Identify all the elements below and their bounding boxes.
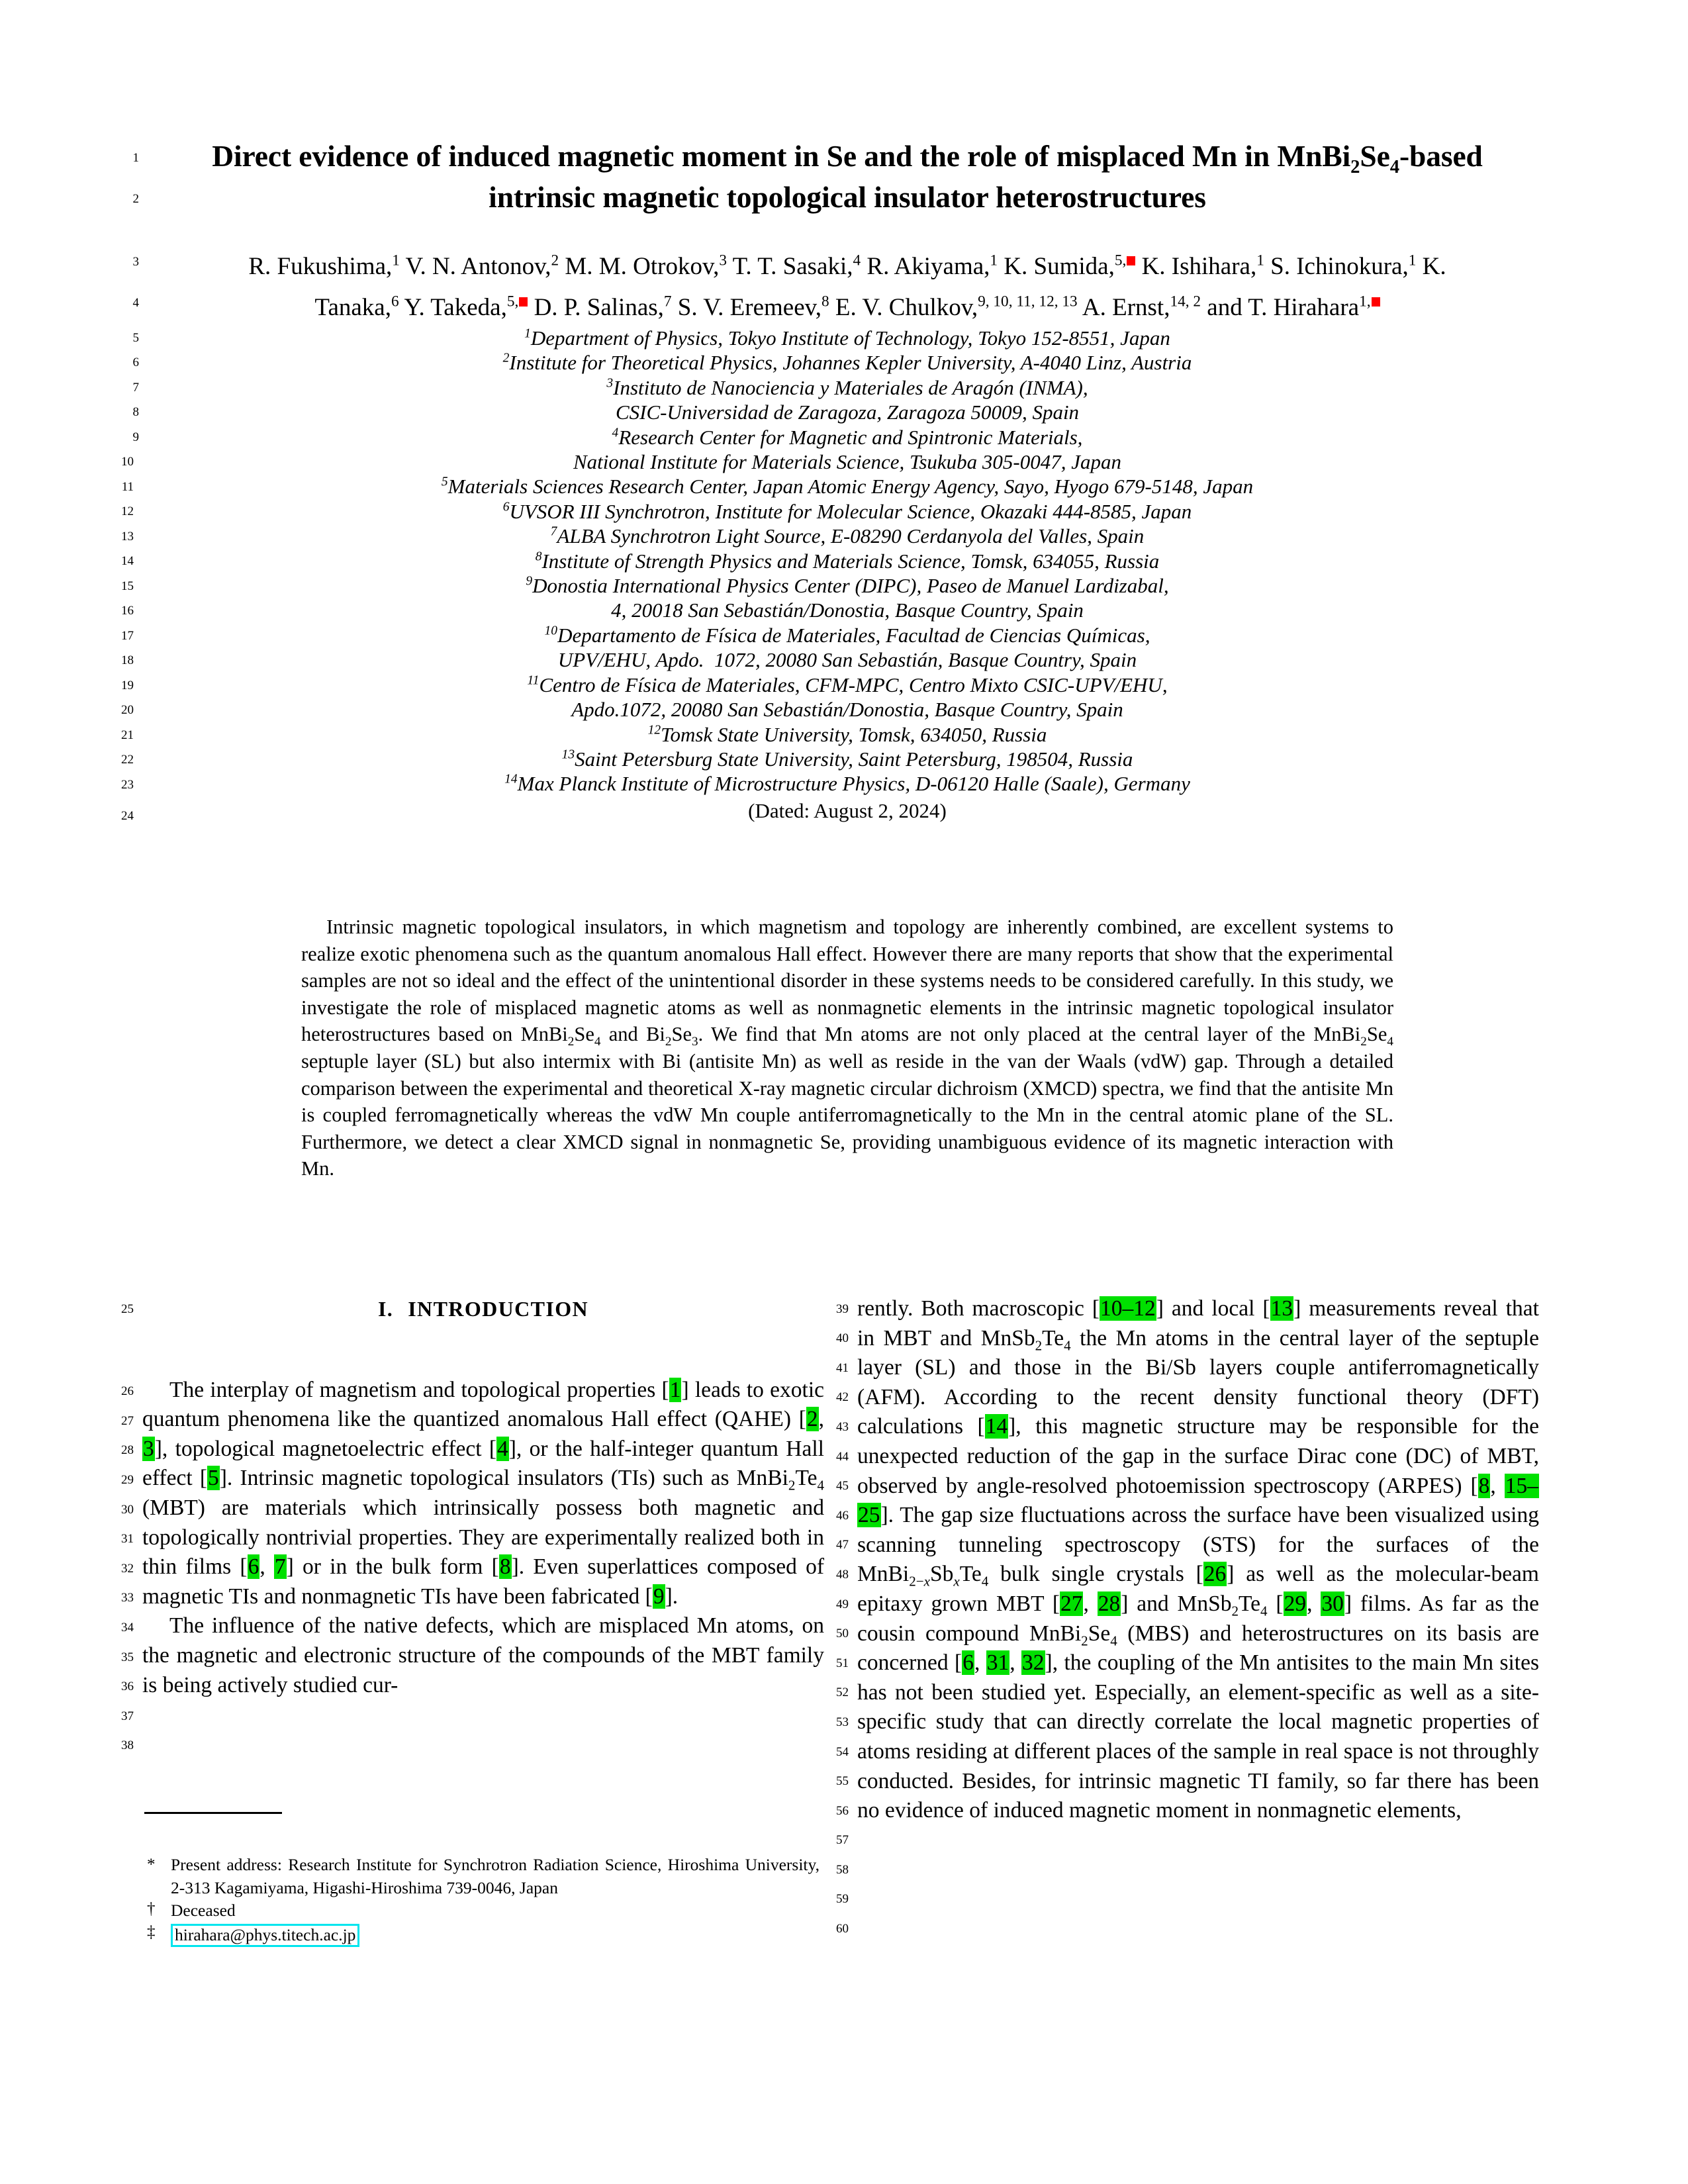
line-number: 30 <box>121 1503 134 1517</box>
author-list <box>142 246 1552 328</box>
line-number: 39 <box>836 1302 849 1316</box>
section-title: INTRODUCTION <box>408 1297 589 1321</box>
line-number: 22 <box>121 753 134 767</box>
citation-28[interactable]: 28 <box>1098 1591 1121 1616</box>
line-number: 12 <box>121 504 134 518</box>
footnote-deceased-text: Deceased <box>171 1901 236 1920</box>
citation-27[interactable]: 27 <box>1060 1591 1083 1616</box>
line-number: 55 <box>836 1774 849 1788</box>
abstract-text: Intrinsic magnetic topological insulators, in which magnetism and topology are inherently combined, are excellent systems to realize exotic phenomena such as the quantum anomalous Hall effect. However there are many reports that show that the experimental samples are not so ideal and the effect of the unintentional disorder in these systems needs to be considered carefully. In this study, we investigate the role of misplaced magnetic atoms as well as nonmagnetic elements in the intrinsic magnetic topological insulator heterostructures based on $MnBi_2Se_4$ and $Bi_2Se_3$. We find that Mn atoms are not only placed at the central layer of the $MnBi_2Se_4$ septuple layer (SL) but also intermix with Bi (antisite Mn) as well as reside in the van der Waals (vdW) gap. Through a detailed comparison between the experimental and theoretical X-ray magnetic circular dichroism (XMCD) spectra, we find that the antisite Mn is coupled ferromagnetically whereas the vdW Mn couple antiferromagnetically to the Mn in the central atomic plane of the SL. Furthermore, we detect a clear XMCD signal in nonmagnetic Se, providing unambiguous evidence of its magnetic interaction with Mn. <box>301 916 1393 1180</box>
abstract <box>301 914 1393 1182</box>
citation-9[interactable]: 9 <box>653 1584 665 1609</box>
citation-13[interactable]: 13 <box>1270 1296 1293 1321</box>
line-number: 15 <box>121 579 134 593</box>
line-number: 59 <box>836 1892 849 1906</box>
line-number: 35 <box>121 1650 134 1664</box>
line-number: 58 <box>836 1863 849 1877</box>
line-number: 37 <box>121 1709 134 1723</box>
citation-8b[interactable]: 8 <box>1478 1473 1490 1498</box>
line-number: 45 <box>836 1479 849 1493</box>
title-line-2: intrinsic magnetic topological insulator heterostructures <box>489 180 1206 214</box>
footnote-separator-rule <box>144 1812 282 1814</box>
line-number: 38 <box>121 1738 134 1752</box>
affiliation-11b: Apdo.1072, 20080 San Sebastián/Donostia, Basque Country, Spain <box>571 698 1123 722</box>
author-line-2: Tanaka,$^6$ Y. Takeda,$^{5,}$ D. P. Salinas,$^7$ S. V. Eremeev,$^8$ E. V. Chulkov,$^{9, 10, 11, 12, 13}$ A. Ernst,$^{14, 2}$ and T. Hirahara$^{1,}$ <box>142 287 1552 328</box>
citation-14[interactable]: 14 <box>985 1414 1008 1439</box>
line-number: 9 <box>132 430 139 444</box>
line-number: 11 <box>121 480 134 494</box>
affiliation-4b: National Institute for Materials Science, Tsukuba 305-0047, Japan <box>573 450 1122 474</box>
citation-1[interactable]: 1 <box>669 1377 681 1402</box>
citation-7[interactable]: 7 <box>274 1554 286 1580</box>
affiliation-2: $^2$Institute for Theoretical Physics, Johannes Kepler University, A-4040 Linz, Austria <box>502 351 1192 375</box>
citation-30[interactable]: 30 <box>1321 1591 1344 1616</box>
line-number: 34 <box>121 1621 134 1635</box>
paragraph-intro-2: The influence of the native defects, which are misplaced Mn atoms, on the magnetic and electronic structure of the compounds of the MBT family is being actively studied cur- <box>142 1613 824 1697</box>
line-number: 20 <box>121 703 134 717</box>
line-number: 56 <box>836 1804 849 1818</box>
affiliation-11: $^{11}$Centro de Física de Materiales, CFM-MPC, Centro Mixto CSIC-UPV/EHU, <box>527 673 1168 696</box>
author-footnote-mark-dagger[interactable] <box>519 297 528 307</box>
line-number: 40 <box>836 1331 849 1345</box>
affiliation-10: $^{10}$Departamento de Física de Materiales, Facultad de Ciencias Químicas, <box>544 623 1150 647</box>
affiliation-9b: 4, 20018 San Sebastián/Donostia, Basque Country, Spain <box>611 598 1084 622</box>
line-number: 32 <box>121 1562 134 1576</box>
line-number: 13 <box>121 530 134 544</box>
affiliation-1: $^1$Department of Physics, Tokyo Institute of Technology, Tokyo 152-8551, Japan <box>524 326 1170 350</box>
footnote-list <box>144 1854 820 1947</box>
line-number: 21 <box>121 728 134 742</box>
line-number: 4 <box>132 296 139 310</box>
citation-8[interactable]: 8 <box>499 1554 511 1580</box>
line-number: 49 <box>836 1597 849 1611</box>
line-number: 44 <box>836 1450 849 1464</box>
line-number: 1 <box>132 151 139 165</box>
citation-2[interactable]: 2 <box>806 1407 818 1432</box>
line-number: 28 <box>121 1443 134 1457</box>
body-column-right <box>857 1294 1539 1826</box>
line-number: 18 <box>121 653 134 667</box>
citation-32[interactable]: 32 <box>1022 1650 1045 1676</box>
citation-3[interactable]: 3 <box>143 1436 154 1461</box>
corresponding-email-link[interactable]: hirahara@phys.titech.ac.jp <box>171 1924 359 1947</box>
affiliation-10b: UPV/EHU, Apdo. 1072, 20080 San Sebastián, Basque Country, Spain <box>557 648 1137 672</box>
affiliation-14: $^{14}$Max Planck Institute of Microstructure Physics, D-06120 Halle (Saale), Germany <box>504 772 1190 796</box>
affiliation-8: $^8$Institute of Strength Physics and Materials Science, Tomsk, 634055, Russia <box>535 549 1160 573</box>
citation-5[interactable]: 5 <box>208 1466 219 1491</box>
footnote-present-address-text: Present address: Research Institute for Synchrotron Radiation Science, Hiroshima University, 2-313 Kagamiyama, Higashi-Hiroshima 739-0046, Japan <box>171 1855 820 1897</box>
section-heading-introduction <box>142 1294 824 1324</box>
citation-6b[interactable]: 6 <box>962 1650 974 1676</box>
line-number: 48 <box>836 1568 849 1582</box>
citation-31[interactable]: 31 <box>986 1650 1009 1676</box>
citation-6[interactable]: 6 <box>248 1554 259 1580</box>
citation-10-12[interactable]: 10–12 <box>1100 1296 1156 1321</box>
line-number: 5 <box>132 331 139 345</box>
line-number: 53 <box>836 1715 849 1729</box>
line-number: 14 <box>121 554 134 568</box>
body-column-left <box>142 1294 824 1700</box>
citation-29[interactable]: 29 <box>1284 1591 1307 1616</box>
line-number: 57 <box>836 1833 849 1847</box>
line-number: 10 <box>121 455 134 469</box>
line-number: 19 <box>121 679 134 692</box>
footnote-symbol-asterisk: * <box>147 1856 156 1874</box>
line-number: 41 <box>836 1361 849 1375</box>
line-number: 2 <box>132 192 139 206</box>
citation-15-25[interactable]: 15–25 <box>858 1473 1538 1528</box>
affiliation-4: $^4$Research Center for Magnetic and Spintronic Materials, <box>612 425 1083 449</box>
author-line-1: R. Fukushima,$^1$ V. N. Antonov,$^2$ M. M. Otrokov,$^3$ T. T. Sasaki,$^4$ R. Akiyama,$^1$ K. Sumida,$^{5,}$ K. Ishihara,$^1$ S. Ichinokura,$^1$ K. <box>248 252 1446 280</box>
citation-4[interactable]: 4 <box>497 1436 508 1461</box>
page-title <box>149 136 1546 218</box>
section-number: I. <box>377 1297 394 1321</box>
line-number: 26 <box>121 1384 134 1398</box>
footnote-symbol-dagger: † <box>147 1900 156 1918</box>
paragraph-intro-3: rently. Both macroscopic [10–12] and local [13] measurements reveal that in MBT and $MnSb_2Te_4$ the Mn atoms in the central layer of the septuple layer (SL) and those in the Bi/Sb layers couple antiferromagnetically (AFM). According to the recent density functional theory (DFT) calculations [14], this magnetic structure may be responsible for the unexpected reduction of the gap in the surface Dirac cone (DC) of MBT, observed by angle-resolved photoemission spectroscopy (ARPES) [8, 15–25]. The gap size fluctuations across the surface have been visualized using scanning tunneling spectroscopy (STS) for the surfaces of the $MnBi_{2-x}Sb_xTe_4$ bulk single crystals [26] as well as the molecular-beam epitaxy grown MBT [27, 28] and $MnSb_2Te_4$ [29, 30] films. As far as the cousin compound $MnBi_2Se_4$ (MBS) and heterostructures on its basis are concerned [6, 31, 32], the coupling of the Mn antisites to the main Mn sites has not been studied yet. Especially, an element-specific as well as a site-specific study that can directly correlate the local magnetic properties of atoms residing at different places of the sample in real space is not throughly conducted. Besides, for intrinsic magnetic TI family, so far there has been no evidence of induced magnetic moment in nonmagnetic elements, <box>857 1296 1540 1823</box>
citation-26[interactable]: 26 <box>1203 1562 1227 1587</box>
line-number: 33 <box>121 1591 134 1605</box>
line-number: 52 <box>836 1685 849 1699</box>
line-number: 29 <box>121 1473 134 1487</box>
footnote-email <box>144 1923 820 1947</box>
line-number: 60 <box>836 1922 849 1936</box>
line-number: 54 <box>836 1745 849 1759</box>
line-number: 16 <box>121 604 134 618</box>
line-number: 17 <box>121 629 134 643</box>
affiliation-7: $^7$ALBA Synchrotron Light Source, E-08290 Cerdanyola del Valles, Spain <box>550 524 1145 548</box>
affiliation-9: $^9$Donostia International Physics Center (DIPC), Paseo de Manuel Lardizabal, <box>526 574 1169 598</box>
line-number: 42 <box>836 1390 849 1404</box>
footnote-present-address <box>144 1854 820 1899</box>
line-number: 43 <box>836 1420 849 1434</box>
footnote-deceased <box>144 1899 820 1923</box>
line-number: 47 <box>836 1538 849 1552</box>
line-number: 46 <box>836 1509 849 1523</box>
author-footnote-mark-asterisk[interactable] <box>1127 256 1135 265</box>
line-number: 8 <box>132 405 139 419</box>
author-footnote-mark-ddagger[interactable] <box>1372 297 1380 307</box>
paragraph-intro-1: The interplay of magnetism and topological properties [1] leads to exotic quantum phenomena like the quantized anomalous Hall effect (QAHE) [2, 3], topological magnetoelectric effect [4], or the half-integer quantum Hall effect [5]. Intrinsic magnetic topological insulators (TIs) such as $MnBi_2Te_4$ (MBT) are materials which intrinsically possess both magnetic and topologically nontrivial properties. They are experimentally realized both in thin films [6, 7] or in the bulk form [8]. Even superlattices composed of magnetic TIs and nonmagnetic TIs have been fabricated [9]. <box>142 1377 824 1609</box>
line-number: 3 <box>132 255 139 269</box>
line-number: 27 <box>121 1414 134 1428</box>
line-number: 24 <box>121 809 134 823</box>
footnote-symbol-ddagger: ‡ <box>147 1923 156 1941</box>
line-number: 51 <box>836 1656 849 1670</box>
line-number: 25 <box>121 1302 134 1316</box>
line-number: 50 <box>836 1627 849 1640</box>
affiliation-6: $^6$UVSOR III Synchrotron, Institute for Molecular Science, Okazaki 444-8585, Japan <box>502 499 1192 523</box>
affiliation-12: $^{12}$Tomsk State University, Tomsk, 634050, Russia <box>647 722 1047 746</box>
affiliation-5: $^5$Materials Sciences Research Center, Japan Atomic Energy Agency, Sayo, Hyogo 679-5148, Japan <box>441 475 1254 499</box>
line-number: 31 <box>121 1532 134 1546</box>
affiliation-3b: CSIC-Universidad de Zaragoza, Zaragoza 50009, Spain <box>615 401 1080 424</box>
line-number: 7 <box>132 381 139 395</box>
line-number: 23 <box>121 778 134 792</box>
line-number: 36 <box>121 1680 134 1693</box>
line-number: 6 <box>132 356 139 369</box>
date-line: (Dated: August 2, 2024) <box>748 798 947 822</box>
affiliation-3: $^3$Instituto de Nanociencia y Materiales de Aragón (INMA), <box>606 375 1088 399</box>
affiliation-list <box>202 326 1493 823</box>
title-line-1: Direct evidence of induced magnetic moment in Se and the role of misplaced Mn in $MnBi_2Se_4$-based <box>212 139 1483 178</box>
affiliation-13: $^{13}$Saint Petersburg State University, Saint Petersburg, 198504, Russia <box>561 747 1133 771</box>
